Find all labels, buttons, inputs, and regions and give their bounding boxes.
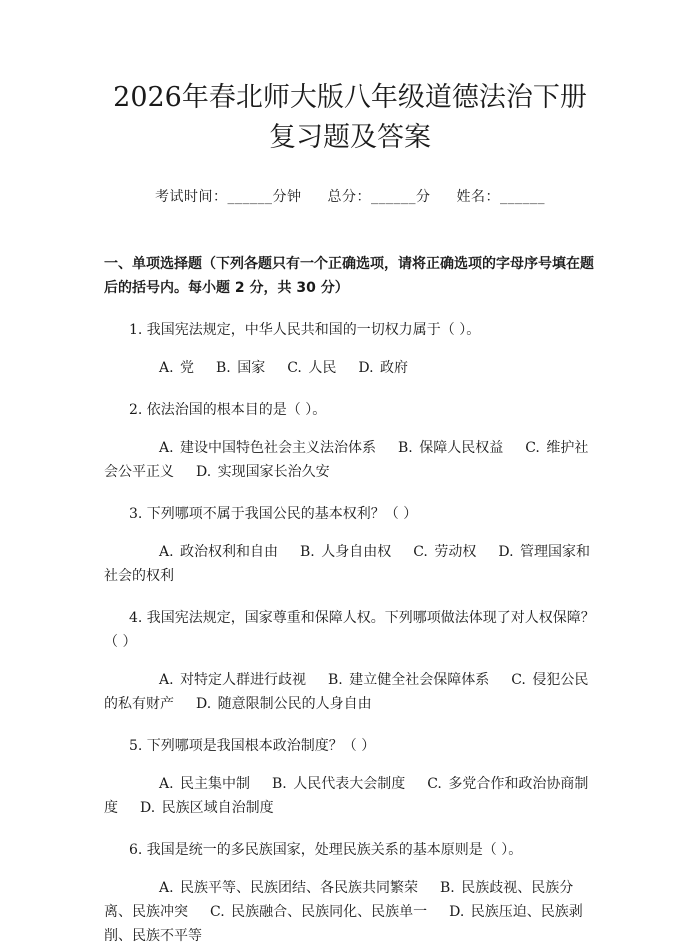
option-a: A. 民族平等、民族团结、各民族共同繁荣 <box>159 880 419 896</box>
question-stem: 2. 依法治国的根本目的是（ ）。 <box>129 402 327 418</box>
option-b: B. 民族歧视、民族分离、民族冲突 <box>104 880 574 920</box>
exam-time: 考试时间：______分钟 <box>155 189 302 205</box>
question-stem: 3. 下列哪项不属于我国公民的基本权利？（ ） <box>129 506 418 522</box>
option-d: D. 管理国家和社会的权利 <box>104 544 590 584</box>
option-a: A. 对特定人群进行歧视 <box>159 672 307 688</box>
question-stem: 1. 我国宪法规定，中华人民共和国的一切权力属于（ ）。 <box>129 322 481 338</box>
option-a: A. 建设中国特色社会主义法治体系 <box>159 440 377 456</box>
option-b: B. 保障人民权益 <box>398 440 504 456</box>
exam-meta <box>104 186 596 206</box>
option-d: D. 民族区域自治制度 <box>140 800 274 816</box>
option-b: B. 国家 <box>216 360 266 376</box>
question-options <box>104 876 596 948</box>
option-c: C. 劳动权 <box>413 544 477 560</box>
page-title: 2026年春北师大版八年级道德法治下册复习题及答案 <box>113 82 587 153</box>
option-d: D. 实现国家长治久安 <box>196 464 330 480</box>
option-d: D. 政府 <box>358 360 408 376</box>
option-c: C. 多党合作和政治协商制度 <box>104 776 589 816</box>
option-c: C. 民族融合、民族同化、民族单一 <box>210 904 428 920</box>
option-a: A. 政治权利和自由 <box>159 544 279 560</box>
question-options <box>104 436 596 484</box>
exam-score: 总分：______分 <box>327 189 431 205</box>
question-stem: 5. 下列哪项是我国根本政治制度？（ ） <box>129 738 376 754</box>
question-6 <box>104 838 596 948</box>
option-a: A. 党 <box>159 360 195 376</box>
question-options <box>104 668 596 716</box>
question-2 <box>104 398 596 484</box>
option-c: C. 人民 <box>287 360 337 376</box>
question-options <box>104 540 596 588</box>
option-d: D. 民族压迫、民族剥削、民族不平等 <box>104 904 583 944</box>
section-heading: 一、单项选择题（下列各题只有一个正确选项，请将正确选项的字母序号填在题后的括号内。每小题 2 分，共 30 分） <box>104 256 594 296</box>
question-options <box>104 772 596 820</box>
question-4 <box>104 606 596 716</box>
question-stem: 4. 我国宪法规定，国家尊重和保障人权。下列哪项做法体现了对人权保障？（ ） <box>104 610 595 650</box>
option-a: A. 民主集中制 <box>159 776 251 792</box>
option-c: C. 维护社会公平正义 <box>104 440 589 480</box>
option-b: B. 人身自由权 <box>300 544 392 560</box>
question-options <box>104 356 596 380</box>
option-c: C. 侵犯公民的私有财产 <box>104 672 589 712</box>
student-name: 姓名：______ <box>456 189 545 205</box>
question-stem: 6. 我国是统一的多民族国家，处理民族关系的基本原则是（ ）。 <box>129 842 523 858</box>
question-5 <box>104 734 596 820</box>
option-b: B. 人民代表大会制度 <box>272 776 406 792</box>
question-1 <box>104 318 596 380</box>
question-3 <box>104 502 596 588</box>
option-b: B. 建立健全社会保障体系 <box>328 672 490 688</box>
option-d: D. 随意限制公民的人身自由 <box>196 696 372 712</box>
